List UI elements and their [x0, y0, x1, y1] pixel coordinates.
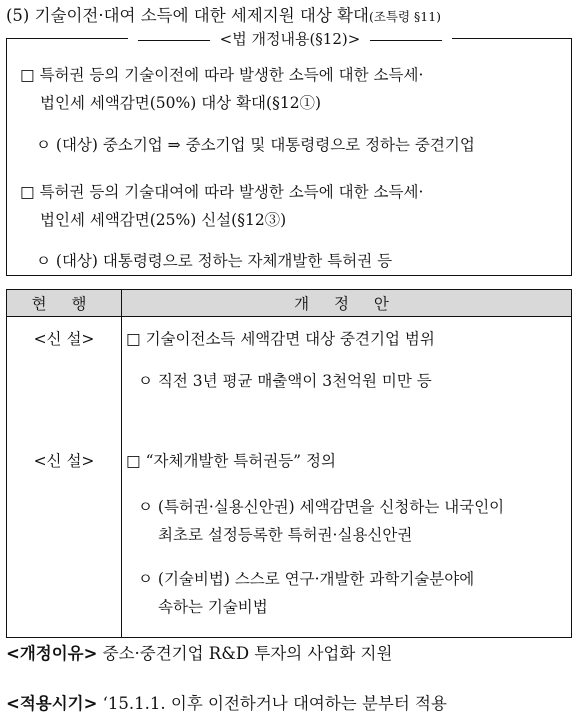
reason-text: 중소·중견기업 R&D 투자의 사업화 지원 — [102, 644, 393, 663]
reason-label: <개정이유> — [6, 644, 98, 663]
effective-row — [6, 690, 447, 714]
reason-row — [6, 640, 392, 664]
law-amendment-caption — [0, 28, 580, 49]
current-label-2: <신 설> — [33, 452, 95, 470]
revised-line-1: □ 기술이전소득 세액감면 대상 중견기업 범위 — [126, 330, 435, 348]
header-current: 현 행 — [7, 290, 122, 317]
box1-item-2: □ 특허권 등의 기술대여에 따라 발생한 소득에 대한 소득세· — [20, 183, 424, 201]
current-column — [7, 317, 122, 638]
current-label-1: <신 설> — [33, 330, 95, 348]
header-revised: 개 정 안 — [122, 290, 572, 317]
revised-line-5: 최초로 설정등록한 특허권·실용신안권 — [158, 526, 413, 544]
box1-item-2-cont: 법인세 세액감면(25%) 신설(§12③) — [40, 211, 287, 229]
revised-line-7: 속하는 기술비법 — [158, 598, 268, 616]
effective-text: ‘15.1.1. 이후 이전하거나 대여하는 분부터 적용 — [102, 694, 447, 713]
box1-item-1-cont: 법인세 세액감면(50%) 대상 확대(§12①) — [40, 94, 322, 112]
section-title-ref: (조특령 §11) — [368, 9, 442, 24]
law-amendment-caption-text: <법 개정내용(§12)> — [216, 30, 365, 48]
revised-line-2: ㅇ 직전 3년 평균 매출액이 3천억원 미만 등 — [138, 372, 432, 390]
section-title — [6, 2, 441, 26]
box1-item-1-sub: ㅇ (대상) 중소기업 ⇒ 중소기업 및 대통령령으로 정하는 중견기업 — [36, 136, 475, 154]
revised-line-4: ㅇ (특허권·실용신안권) 세액감면을 신청하는 내국인이 — [138, 498, 505, 516]
revised-line-3: □ “자체개발한 특허권등” 정의 — [126, 452, 336, 470]
box1-item-1: □ 특허권 등의 기술이전에 따라 발생한 소득에 대한 소득세· — [20, 66, 424, 84]
revised-line-6: ㅇ (기술비법) 스스로 연구·개발한 과학기술분야에 — [138, 570, 475, 588]
effective-label: <적용시기> — [6, 694, 98, 713]
comparison-table — [6, 289, 572, 638]
revised-column — [122, 317, 572, 638]
section-title-main: (5) 기술이전·대여 소득에 대한 세제지원 대상 확대 — [6, 6, 369, 25]
box1-item-2-sub: ㅇ (대상) 대통령령으로 정하는 자체개발한 특허권 등 — [36, 252, 393, 270]
comparison-header-row — [7, 290, 572, 317]
comparison-body-row — [7, 317, 572, 638]
